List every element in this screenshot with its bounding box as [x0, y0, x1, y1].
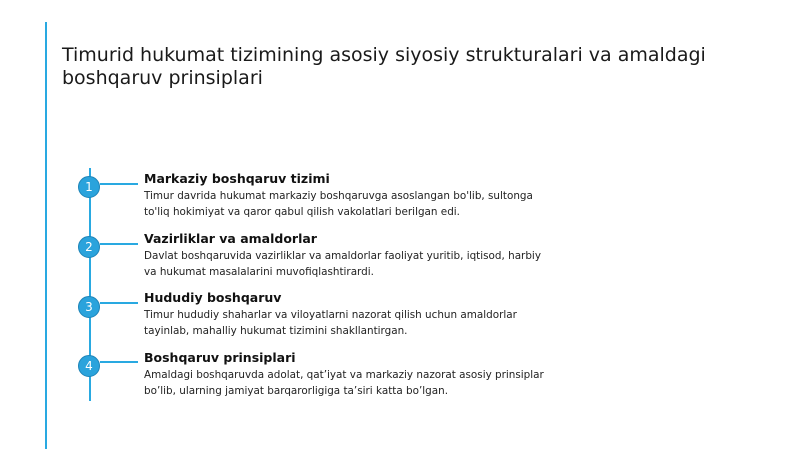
- step-connector: [100, 361, 138, 363]
- step-number-badge: 3: [78, 296, 100, 318]
- step-number-badge: 1: [78, 176, 100, 198]
- step-description: Amaldagi boshqaruvda adolat, qat’iyat va markaziy nazorat asosiy prinsiplar bo’lib, ularning jamiyat barqarorligiga ta’siri katta bo’lgan.: [144, 369, 544, 397]
- step-number-badge: 2: [78, 236, 100, 258]
- step-description: Davlat boshqaruvida vazirliklar va amaldorlar faoliyat yuritib, iqtisod, harbiy va hukumat masalalarini muvofiqlashtirardi.: [144, 250, 541, 278]
- step-title: Hududiy boshqaruv: [144, 290, 282, 305]
- step-connector: [100, 183, 138, 185]
- step-description: Timur davrida hukumat markaziy boshqaruvga asoslangan bo'lib, sultonga to'liq hokimiyat va qaror qabul qilish vakolatlari berilgan edi.: [144, 190, 533, 218]
- step-description: Timur hududiy shaharlar va viloyatlarni nazorat qilish uchun amaldorlar tayinlab, mahalliy hukumat tizimini shakllantirgan.: [144, 309, 517, 337]
- step-number-badge: 4: [78, 355, 100, 377]
- step-connector: [100, 302, 138, 304]
- accent-bar: [45, 22, 47, 449]
- step-connector: [100, 243, 138, 245]
- slide-title: Timurid hukumat tizimining asosiy siyosiy strukturalari va amaldagi boshqaruv prinsiplari: [62, 44, 706, 89]
- step-title: Vazirliklar va amaldorlar: [144, 231, 317, 246]
- step-title: Boshqaruv prinsiplari: [144, 350, 296, 365]
- step-title: Markaziy boshqaruv tizimi: [144, 171, 330, 186]
